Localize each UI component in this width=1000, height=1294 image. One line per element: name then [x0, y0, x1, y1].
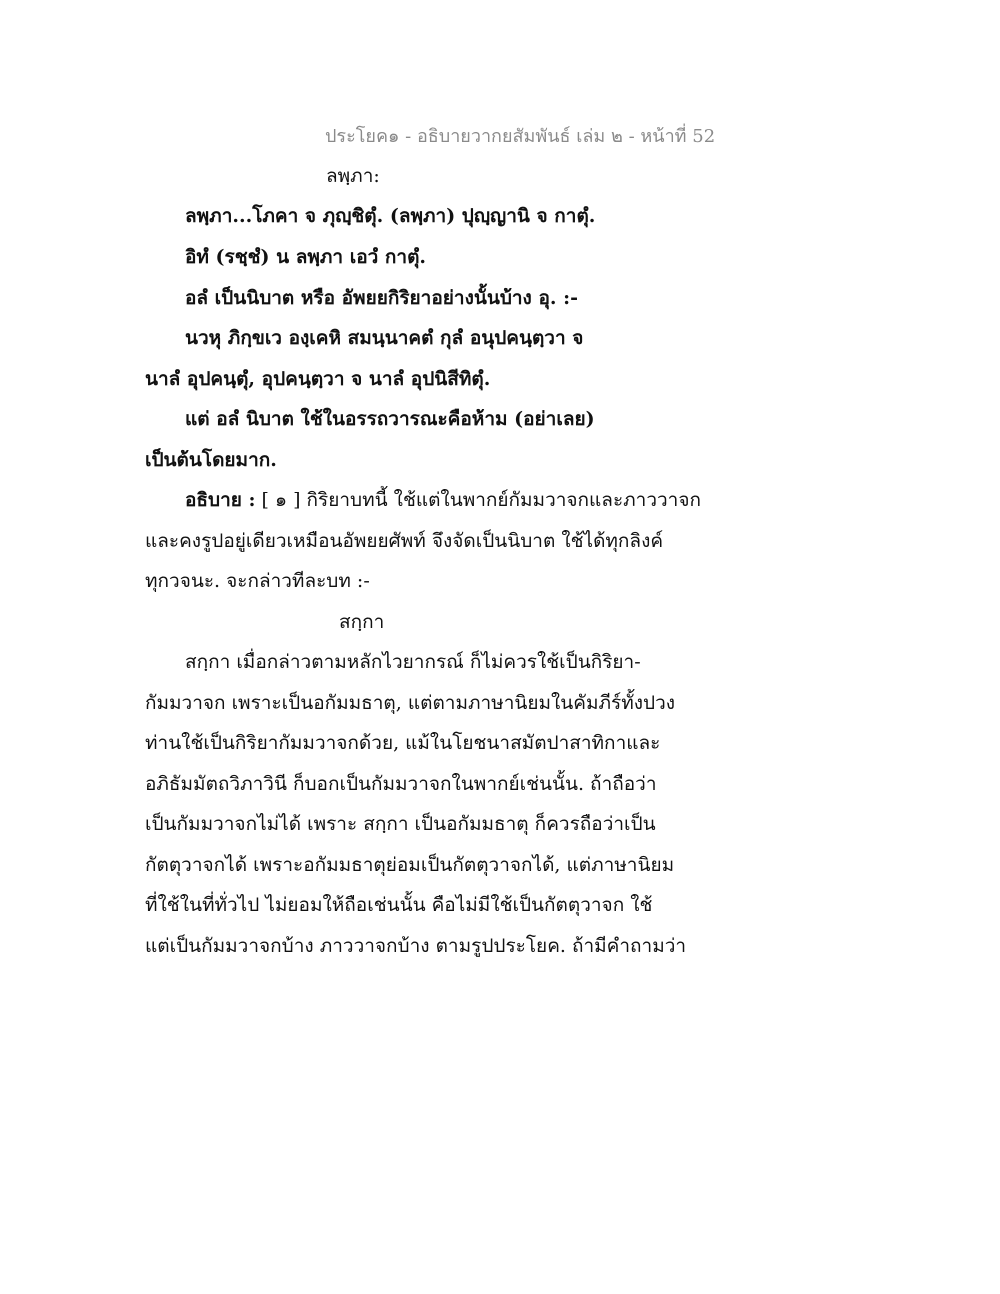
paragraph-line: อภิธัมมัตถวิภาวินี ก็บอกเป็นกัมมวาจกในพากย์เช่นนั้น. ถ้าถือว่า [145, 773, 657, 795]
example-line: นาลํ อุปคนฺตุํ, อุปคนฺตฺวา จ นาลํ อุปนิสีทิตุํ. [145, 368, 491, 390]
explanation-label: อธิบาย : [185, 489, 256, 511]
note-line: แต่ อลํ นิบาต ใช้ในอรรถวารณะคือห้าม (อย่าเลย) [185, 408, 595, 430]
explanation-text: [ ๑ ] กิริยาบทนี้ ใช้แต่ในพากย์กัมมวาจกและภาววาจก [255, 489, 701, 511]
example-line: อิทํ (รชฺชํ) น ลพฺภา เอวํ กาตุํ. [185, 246, 427, 268]
explanation-line: และคงรูปอยู่เดียวเหมือนอัพยยศัพท์ จึงจัดเป็นนิบาต ใช้ได้ทุกลิงค์ [145, 530, 664, 552]
rule-line: อลํ เป็นนิบาต หรือ อัพยยกิริยาอย่างนั้นบ้าง อุ. :- [185, 287, 578, 309]
paragraph-line: กัมมวาจก เพราะเป็นอกัมมธาตุ, แต่ตามภาษานิยมในคัมภีร์ทั้งปวง [145, 692, 676, 714]
example-line: ลพฺภา...โภคา จ ภุญฺชิตุํ. (ลพฺภา) ปุญฺญานิ จ กาตุํ. [185, 205, 596, 227]
example-line: นวหุ ภิกฺขเว องฺเคหิ สมนฺนาคตํ กุลํ อนุปคนฺตฺวา จ [185, 327, 584, 349]
explanation-line [185, 487, 701, 513]
section-heading-labhaa: ลพฺภา: [326, 165, 380, 187]
section-heading-sakkaa: สกฺกา [339, 611, 385, 633]
paragraph-line: แต่เป็นกัมมวาจกบ้าง ภาววาจกบ้าง ตามรูปประโยค. ถ้ามีคำถามว่า [145, 935, 687, 957]
paragraph-line: สกฺกา เมื่อกล่าวตามหลักไวยากรณ์ ก็ไม่ควรใช้เป็นกิริยา- [185, 651, 641, 673]
running-header: ประโยค๑ - อธิบายวากยสัมพันธ์ เล่ม ๒ - หน้าที่ 52 [325, 126, 716, 147]
paragraph-line: ที่ใช้ในที่ทั่วไป ไม่ยอมให้ถือเช่นนั้น คือไม่มีใช้เป็นกัตตุวาจก ใช้ [145, 894, 653, 916]
paragraph-line: ท่านใช้เป็นกิริยากัมมวาจกด้วย, แม้ในโยชนาสมัตปาสาทิกาและ [145, 732, 661, 754]
paragraph-line: กัตตุวาจกได้ เพราะอกัมมธาตุย่อมเป็นกัตตุวาจกได้, แต่ภาษานิยม [145, 854, 675, 876]
note-line: เป็นต้นโดยมาก. [145, 449, 277, 471]
explanation-line: ทุกวจนะ. จะกล่าวทีละบท :- [145, 570, 370, 592]
paragraph-line: เป็นกัมมวาจกไม่ได้ เพราะ สกฺกา เป็นอกัมมธาตุ ก็ควรถือว่าเป็น [145, 813, 656, 835]
